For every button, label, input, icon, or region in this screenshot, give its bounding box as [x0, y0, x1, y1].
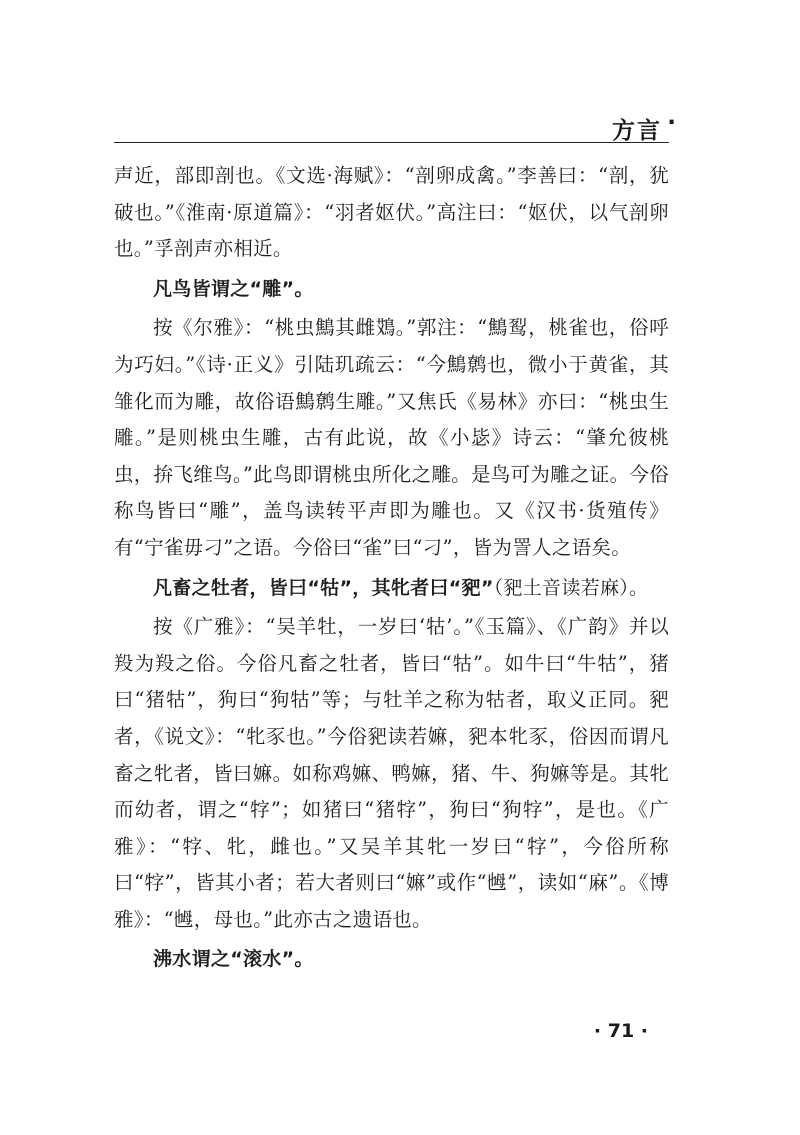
entry-heading-gu-text: 凡畜之牡者，皆曰“牯”，其牝者曰“豝” — [153, 576, 494, 599]
page-text — [114, 158, 669, 981]
entry-heading-gu — [114, 570, 669, 607]
paragraph-commentary-diao: 按《尔雅》：“桃虫鷦其雌鴱。”郭注：“鷦䴕，桃雀也，俗呼为巧妇。”《诗·正义》引陆玑疏云：“今鷦鹩也，微小于黄雀，其雏化而为雕，故俗语鷦鹩生雕。”又焦氏《易林》亦曰：“桃虫生雕。”是则桃虫生雕，古有此说，故《小毖》诗云：“肇允彼桃虫，拚飞维鸟。”此鸟即谓桃虫所化之雕。是鸟可为雕之证。今俗称鸟皆曰“雕”，盖鸟读转平声即为雕也。又《汉书·货殖传》有“宁雀毋刁”之语。今俗曰“雀”曰“刁”，皆为詈人之语矣。 — [114, 316, 669, 559]
paragraph-continuation: 声近，部即剖也。《文选·海赋》：“剖卵成禽。”李善曰：“剖，犹破也。”《淮南·原道篇》：“羽者妪伏。”高注曰：“妪伏，以气剖卵也。”孚剖声亦相近。 — [114, 164, 669, 261]
entry-heading-diao: 凡鸟皆谓之“雕”。 — [153, 277, 314, 300]
header-rule — [114, 142, 669, 143]
paragraph-commentary-gu: 按《广雅》：“吴羊牡，一岁曰‘牯’。”《玉篇》、《广韵》并以羖为羖之俗。今俗凡畜之牡者，皆曰“牯”。如牛曰“牛牯”，猪曰“猪牯”，狗曰“狗牯”等；与牡羊之称为牯者，取义正同。豝者，《说文》：“牝豕也。”今俗豝读若嫲，豝本牝豕，俗因而谓凡畜之牝者，皆曰嫲。如称鸡嫲、鸭嫲，猪、牛、狗嫲等是。其牝而幼者，谓之“牸”；如猪曰“猪牸”，狗曰“狗牸”，是也。《广雅》：“牸、牝，雌也。”又吴羊其牝一岁曰“牸”，今俗所称曰“牸”，皆其小者；若大者则曰“嫲”或作“乸”，读如“麻”。《博雅》：“乸，母也。”此亦古之遗语也。 — [114, 615, 669, 931]
running-header-title: 方言 — [612, 118, 662, 144]
entry-heading-gu-note: （豝土音读若麻）。 — [493, 576, 649, 599]
page-number: · 71 · — [593, 1020, 648, 1042]
entry-heading-gunshui: 沸水谓之“滚水”。 — [153, 948, 314, 971]
running-header-dot: · — [667, 110, 676, 136]
